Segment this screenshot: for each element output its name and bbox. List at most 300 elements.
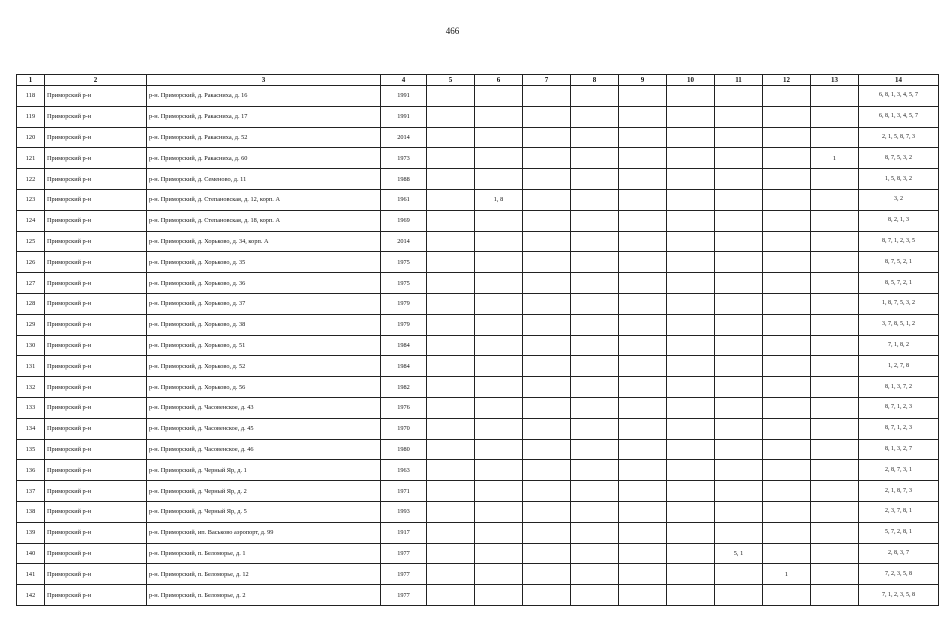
col8-cell bbox=[571, 522, 619, 543]
col6-cell bbox=[475, 397, 523, 418]
col13-cell bbox=[811, 418, 859, 439]
row-number: 121 bbox=[17, 148, 45, 169]
col9-cell bbox=[619, 564, 667, 585]
col8-cell bbox=[571, 543, 619, 564]
row-number: 130 bbox=[17, 335, 45, 356]
col10-cell bbox=[667, 86, 715, 107]
col9-cell bbox=[619, 169, 667, 190]
col6-cell bbox=[475, 273, 523, 294]
district-cell: Приморский р-н bbox=[45, 377, 147, 398]
col9-cell bbox=[619, 522, 667, 543]
col9-cell bbox=[619, 189, 667, 210]
col6-cell bbox=[475, 543, 523, 564]
col6-cell bbox=[475, 356, 523, 377]
table-row bbox=[17, 189, 939, 210]
col9-cell bbox=[619, 543, 667, 564]
col11-cell bbox=[715, 481, 763, 502]
year-cell: 2014 bbox=[381, 231, 427, 252]
col6-cell bbox=[475, 86, 523, 107]
column-header: 4 bbox=[381, 75, 427, 86]
year-cell: 1973 bbox=[381, 148, 427, 169]
col7-cell bbox=[523, 127, 571, 148]
col14-cell: 8, 2, 1, 3 bbox=[859, 210, 939, 231]
table-row bbox=[17, 377, 939, 398]
year-cell: 1991 bbox=[381, 86, 427, 107]
col10-cell bbox=[667, 543, 715, 564]
district-cell: Приморский р-н bbox=[45, 293, 147, 314]
col14-cell: 8, 5, 7, 2, 1 bbox=[859, 273, 939, 294]
row-number: 124 bbox=[17, 210, 45, 231]
table-row bbox=[17, 397, 939, 418]
col7-cell bbox=[523, 293, 571, 314]
year-cell: 1917 bbox=[381, 522, 427, 543]
col12-cell bbox=[763, 169, 811, 190]
col14-cell: 7, 2, 3, 5, 8 bbox=[859, 564, 939, 585]
table-row bbox=[17, 231, 939, 252]
col6-cell bbox=[475, 377, 523, 398]
col6-cell bbox=[475, 335, 523, 356]
col9-cell bbox=[619, 106, 667, 127]
col8-cell bbox=[571, 460, 619, 481]
col11-cell bbox=[715, 314, 763, 335]
col8-cell bbox=[571, 189, 619, 210]
year-cell: 1961 bbox=[381, 189, 427, 210]
col12-cell bbox=[763, 231, 811, 252]
col12-cell bbox=[763, 439, 811, 460]
column-header: 2 bbox=[45, 75, 147, 86]
col7-cell bbox=[523, 564, 571, 585]
year-cell: 1977 bbox=[381, 585, 427, 606]
col10-cell bbox=[667, 439, 715, 460]
col9-cell bbox=[619, 335, 667, 356]
district-cell: Приморский р-н bbox=[45, 148, 147, 169]
col14-cell: 2, 8, 7, 3, 1 bbox=[859, 460, 939, 481]
district-cell: Приморский р-н bbox=[45, 543, 147, 564]
col12-cell bbox=[763, 86, 811, 107]
col12-cell bbox=[763, 127, 811, 148]
year-cell: 1971 bbox=[381, 481, 427, 502]
district-cell: Приморский р-н bbox=[45, 397, 147, 418]
col12-cell: 1 bbox=[763, 564, 811, 585]
col9-cell bbox=[619, 418, 667, 439]
table-row bbox=[17, 210, 939, 231]
col5-cell bbox=[427, 86, 475, 107]
col10-cell bbox=[667, 335, 715, 356]
row-number: 123 bbox=[17, 189, 45, 210]
col14-cell: 8, 7, 1, 2, 3, 5 bbox=[859, 231, 939, 252]
col14-cell: 6, 8, 1, 3, 4, 5, 7 bbox=[859, 106, 939, 127]
col6-cell bbox=[475, 481, 523, 502]
col7-cell bbox=[523, 356, 571, 377]
col13-cell: 1 bbox=[811, 148, 859, 169]
district-cell: Приморский р-н bbox=[45, 106, 147, 127]
col14-cell: 2, 1, 5, 8, 7, 3 bbox=[859, 127, 939, 148]
row-number: 134 bbox=[17, 418, 45, 439]
col10-cell bbox=[667, 418, 715, 439]
col10-cell bbox=[667, 564, 715, 585]
year-cell: 1963 bbox=[381, 460, 427, 481]
col5-cell bbox=[427, 501, 475, 522]
row-number: 128 bbox=[17, 293, 45, 314]
col6-cell bbox=[475, 314, 523, 335]
col12-cell bbox=[763, 356, 811, 377]
col6-cell bbox=[475, 439, 523, 460]
col12-cell bbox=[763, 585, 811, 606]
col9-cell bbox=[619, 293, 667, 314]
row-number: 138 bbox=[17, 501, 45, 522]
col13-cell bbox=[811, 314, 859, 335]
col6-cell bbox=[475, 231, 523, 252]
col13-cell bbox=[811, 460, 859, 481]
year-cell: 1979 bbox=[381, 293, 427, 314]
row-number: 136 bbox=[17, 460, 45, 481]
col8-cell bbox=[571, 397, 619, 418]
col5-cell bbox=[427, 543, 475, 564]
address-cell: р-н. Приморский, д. Черный Яр, д. 2 bbox=[147, 481, 381, 502]
col5-cell bbox=[427, 127, 475, 148]
address-cell: р-н. Приморский, д. Степановская, д. 18, корп. А bbox=[147, 210, 381, 231]
col10-cell bbox=[667, 481, 715, 502]
col6-cell bbox=[475, 127, 523, 148]
col13-cell bbox=[811, 293, 859, 314]
row-number: 127 bbox=[17, 273, 45, 294]
row-number: 119 bbox=[17, 106, 45, 127]
col11-cell bbox=[715, 439, 763, 460]
district-cell: Приморский р-н bbox=[45, 273, 147, 294]
col14-cell: 1, 8, 7, 5, 3, 2 bbox=[859, 293, 939, 314]
col8-cell bbox=[571, 86, 619, 107]
year-cell: 1988 bbox=[381, 169, 427, 190]
column-header: 11 bbox=[715, 75, 763, 86]
col11-cell bbox=[715, 231, 763, 252]
col5-cell bbox=[427, 522, 475, 543]
col6-cell bbox=[475, 252, 523, 273]
col8-cell bbox=[571, 314, 619, 335]
district-cell: Приморский р-н bbox=[45, 127, 147, 148]
row-number: 120 bbox=[17, 127, 45, 148]
col5-cell bbox=[427, 460, 475, 481]
district-cell: Приморский р-н bbox=[45, 564, 147, 585]
col7-cell bbox=[523, 335, 571, 356]
table-row bbox=[17, 585, 939, 606]
col13-cell bbox=[811, 522, 859, 543]
register-table bbox=[16, 74, 939, 606]
col10-cell bbox=[667, 397, 715, 418]
district-cell: Приморский р-н bbox=[45, 169, 147, 190]
col11-cell bbox=[715, 169, 763, 190]
district-cell: Приморский р-н bbox=[45, 439, 147, 460]
col6-cell bbox=[475, 210, 523, 231]
col12-cell bbox=[763, 481, 811, 502]
col9-cell bbox=[619, 273, 667, 294]
table-row bbox=[17, 86, 939, 107]
address-cell: р-н. Приморский, д. Хорьково, д. 52 bbox=[147, 356, 381, 377]
col12-cell bbox=[763, 210, 811, 231]
address-cell: р-н. Приморский, д. Часовенское, д. 45 bbox=[147, 418, 381, 439]
address-cell: р-н. Приморский, д. Семеново, д. 11 bbox=[147, 169, 381, 190]
address-cell: р-н. Приморский, д. Ракасниха, д. 17 bbox=[147, 106, 381, 127]
col5-cell bbox=[427, 148, 475, 169]
col11-cell bbox=[715, 522, 763, 543]
col6-cell bbox=[475, 106, 523, 127]
col12-cell bbox=[763, 397, 811, 418]
address-cell: р-н. Приморский, д. Хорьково, д. 56 bbox=[147, 377, 381, 398]
col13-cell bbox=[811, 127, 859, 148]
district-cell: Приморский р-н bbox=[45, 501, 147, 522]
col7-cell bbox=[523, 543, 571, 564]
address-cell: р-н. Приморский, д. Часовенское, д. 46 bbox=[147, 439, 381, 460]
district-cell: Приморский р-н bbox=[45, 252, 147, 273]
col13-cell bbox=[811, 106, 859, 127]
col8-cell bbox=[571, 481, 619, 502]
col10-cell bbox=[667, 148, 715, 169]
col12-cell bbox=[763, 314, 811, 335]
col7-cell bbox=[523, 252, 571, 273]
col14-cell: 6, 8, 1, 3, 4, 5, 7 bbox=[859, 86, 939, 107]
col5-cell bbox=[427, 439, 475, 460]
col6-cell bbox=[475, 169, 523, 190]
col8-cell bbox=[571, 356, 619, 377]
column-header: 10 bbox=[667, 75, 715, 86]
table-row bbox=[17, 460, 939, 481]
col6-cell bbox=[475, 501, 523, 522]
column-header: 7 bbox=[523, 75, 571, 86]
page-number: 466 bbox=[445, 26, 460, 36]
address-cell: р-н. Приморский, д. Хорьково, д. 36 bbox=[147, 273, 381, 294]
year-cell: 1977 bbox=[381, 543, 427, 564]
column-header: 12 bbox=[763, 75, 811, 86]
column-header: 1 bbox=[17, 75, 45, 86]
col11-cell bbox=[715, 106, 763, 127]
col12-cell bbox=[763, 189, 811, 210]
col9-cell bbox=[619, 314, 667, 335]
col9-cell bbox=[619, 377, 667, 398]
col12-cell bbox=[763, 460, 811, 481]
col14-cell: 7, 1, 2, 3, 5, 8 bbox=[859, 585, 939, 606]
col5-cell bbox=[427, 314, 475, 335]
col7-cell bbox=[523, 273, 571, 294]
col6-cell bbox=[475, 585, 523, 606]
col7-cell bbox=[523, 169, 571, 190]
header-row bbox=[17, 75, 939, 86]
col10-cell bbox=[667, 501, 715, 522]
col9-cell bbox=[619, 460, 667, 481]
col13-cell bbox=[811, 231, 859, 252]
col6-cell bbox=[475, 460, 523, 481]
address-cell: р-н. Приморский, д. Хорьково, д. 37 bbox=[147, 293, 381, 314]
col5-cell bbox=[427, 169, 475, 190]
col10-cell bbox=[667, 314, 715, 335]
year-cell: 1984 bbox=[381, 356, 427, 377]
col10-cell bbox=[667, 189, 715, 210]
address-cell: р-н. Приморский, д. Хорьково, д. 38 bbox=[147, 314, 381, 335]
col14-cell: 2, 3, 7, 8, 1 bbox=[859, 501, 939, 522]
address-cell: р-н. Приморский, п. Беломорье, д. 2 bbox=[147, 585, 381, 606]
col12-cell bbox=[763, 273, 811, 294]
district-cell: Приморский р-н bbox=[45, 210, 147, 231]
col5-cell bbox=[427, 252, 475, 273]
col12-cell bbox=[763, 522, 811, 543]
col8-cell bbox=[571, 585, 619, 606]
district-cell: Приморский р-н bbox=[45, 356, 147, 377]
col9-cell bbox=[619, 231, 667, 252]
col5-cell bbox=[427, 418, 475, 439]
col14-cell: 3, 2 bbox=[859, 189, 939, 210]
col10-cell bbox=[667, 273, 715, 294]
col11-cell bbox=[715, 127, 763, 148]
year-cell: 1984 bbox=[381, 335, 427, 356]
col14-cell: 1, 2, 7, 8 bbox=[859, 356, 939, 377]
district-cell: Приморский р-н bbox=[45, 585, 147, 606]
col5-cell bbox=[427, 585, 475, 606]
address-cell: р-н. Приморский, д. Часовенское, д. 43 bbox=[147, 397, 381, 418]
column-header: 14 bbox=[859, 75, 939, 86]
col14-cell: 8, 7, 1, 2, 3 bbox=[859, 418, 939, 439]
col8-cell bbox=[571, 564, 619, 585]
col13-cell bbox=[811, 169, 859, 190]
col10-cell bbox=[667, 585, 715, 606]
district-cell: Приморский р-н bbox=[45, 418, 147, 439]
col11-cell bbox=[715, 501, 763, 522]
col8-cell bbox=[571, 106, 619, 127]
col11-cell bbox=[715, 273, 763, 294]
col13-cell bbox=[811, 481, 859, 502]
table-row bbox=[17, 127, 939, 148]
col8-cell bbox=[571, 293, 619, 314]
col6-cell: 1, 8 bbox=[475, 189, 523, 210]
col9-cell bbox=[619, 439, 667, 460]
col11-cell bbox=[715, 252, 763, 273]
col8-cell bbox=[571, 210, 619, 231]
district-cell: Приморский р-н bbox=[45, 481, 147, 502]
address-cell: р-н. Приморский, д. Черный Яр, д. 5 bbox=[147, 501, 381, 522]
col10-cell bbox=[667, 522, 715, 543]
col13-cell bbox=[811, 252, 859, 273]
col13-cell bbox=[811, 397, 859, 418]
col12-cell bbox=[763, 543, 811, 564]
col8-cell bbox=[571, 231, 619, 252]
col8-cell bbox=[571, 127, 619, 148]
address-cell: р-н. Приморский, ип. Васьково аэропорт, д. 99 bbox=[147, 522, 381, 543]
table-row bbox=[17, 148, 939, 169]
col14-cell: 8, 1, 3, 2, 7 bbox=[859, 439, 939, 460]
col6-cell bbox=[475, 522, 523, 543]
col11-cell bbox=[715, 335, 763, 356]
col7-cell bbox=[523, 439, 571, 460]
table-row bbox=[17, 252, 939, 273]
row-number: 139 bbox=[17, 522, 45, 543]
row-number: 141 bbox=[17, 564, 45, 585]
table-row bbox=[17, 314, 939, 335]
year-cell: 1977 bbox=[381, 564, 427, 585]
col8-cell bbox=[571, 273, 619, 294]
col11-cell bbox=[715, 585, 763, 606]
row-number: 133 bbox=[17, 397, 45, 418]
row-number: 137 bbox=[17, 481, 45, 502]
col10-cell bbox=[667, 127, 715, 148]
col7-cell bbox=[523, 397, 571, 418]
col7-cell bbox=[523, 86, 571, 107]
table-row bbox=[17, 543, 939, 564]
col6-cell bbox=[475, 148, 523, 169]
col14-cell: 8, 1, 3, 7, 2 bbox=[859, 377, 939, 398]
table-row bbox=[17, 293, 939, 314]
col13-cell bbox=[811, 564, 859, 585]
table-row bbox=[17, 522, 939, 543]
col10-cell bbox=[667, 252, 715, 273]
col14-cell: 8, 7, 5, 3, 2 bbox=[859, 148, 939, 169]
year-cell: 1970 bbox=[381, 418, 427, 439]
col12-cell bbox=[763, 335, 811, 356]
year-cell: 1993 bbox=[381, 501, 427, 522]
address-cell: р-н. Приморский, д. Черный Яр, д. 1 bbox=[147, 460, 381, 481]
col5-cell bbox=[427, 273, 475, 294]
col10-cell bbox=[667, 169, 715, 190]
row-number: 129 bbox=[17, 314, 45, 335]
col11-cell bbox=[715, 189, 763, 210]
col13-cell bbox=[811, 501, 859, 522]
col7-cell bbox=[523, 210, 571, 231]
col9-cell bbox=[619, 585, 667, 606]
col11-cell bbox=[715, 148, 763, 169]
col11-cell bbox=[715, 564, 763, 585]
address-cell: р-н. Приморский, д. Ракасниха, д. 60 bbox=[147, 148, 381, 169]
col14-cell: 8, 7, 1, 2, 3 bbox=[859, 397, 939, 418]
col5-cell bbox=[427, 564, 475, 585]
district-cell: Приморский р-н bbox=[45, 314, 147, 335]
address-cell: р-н. Приморский, п. Беломорье, д. 1 bbox=[147, 543, 381, 564]
table-row bbox=[17, 356, 939, 377]
col10-cell bbox=[667, 231, 715, 252]
col13-cell bbox=[811, 189, 859, 210]
row-number: 118 bbox=[17, 86, 45, 107]
row-number: 125 bbox=[17, 231, 45, 252]
year-cell: 1982 bbox=[381, 377, 427, 398]
col10-cell bbox=[667, 106, 715, 127]
col7-cell bbox=[523, 501, 571, 522]
col10-cell bbox=[667, 356, 715, 377]
district-cell: Приморский р-н bbox=[45, 335, 147, 356]
table-row bbox=[17, 564, 939, 585]
year-cell: 2014 bbox=[381, 127, 427, 148]
district-cell: Приморский р-н bbox=[45, 189, 147, 210]
col10-cell bbox=[667, 293, 715, 314]
col6-cell bbox=[475, 564, 523, 585]
col12-cell bbox=[763, 377, 811, 398]
address-cell: р-н. Приморский, д. Ракасниха, д. 52 bbox=[147, 127, 381, 148]
table-body bbox=[17, 86, 939, 606]
col9-cell bbox=[619, 252, 667, 273]
col7-cell bbox=[523, 460, 571, 481]
col8-cell bbox=[571, 501, 619, 522]
col12-cell bbox=[763, 106, 811, 127]
col11-cell bbox=[715, 397, 763, 418]
address-cell: р-н. Приморский, д. Хорьково, д. 51 bbox=[147, 335, 381, 356]
col7-cell bbox=[523, 522, 571, 543]
col9-cell bbox=[619, 481, 667, 502]
col8-cell bbox=[571, 252, 619, 273]
column-header: 13 bbox=[811, 75, 859, 86]
column-header: 9 bbox=[619, 75, 667, 86]
col12-cell bbox=[763, 418, 811, 439]
year-cell: 1976 bbox=[381, 397, 427, 418]
year-cell: 1991 bbox=[381, 106, 427, 127]
col7-cell bbox=[523, 314, 571, 335]
col11-cell bbox=[715, 460, 763, 481]
row-number: 135 bbox=[17, 439, 45, 460]
year-cell: 1980 bbox=[381, 439, 427, 460]
col5-cell bbox=[427, 293, 475, 314]
